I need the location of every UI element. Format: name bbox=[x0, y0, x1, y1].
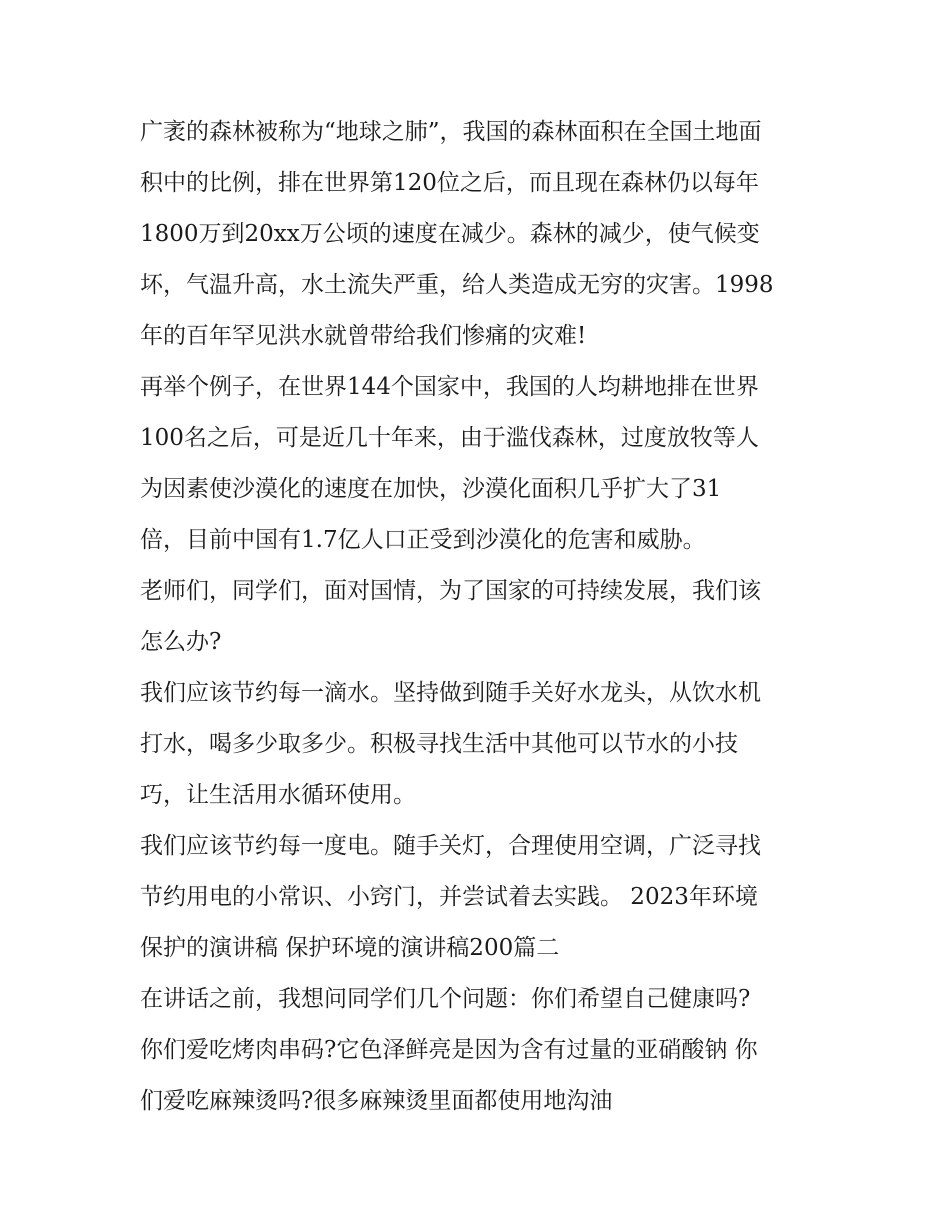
text-line: 倍，目前中国有1.7亿人口正受到沙漠化的危害和威胁。 bbox=[140, 527, 706, 553]
text-line: 老师们，同学们，面对国情，为了国家的可持续发展，我们该 bbox=[140, 578, 761, 604]
text-line: 你们爱吃烤肉串码?它色泽鲜亮是因为含有过量的亚硝酸钠 你 bbox=[140, 1037, 758, 1063]
text-line: 巧，让生活用水循环使用。 bbox=[140, 782, 416, 808]
document-body bbox=[140, 107, 820, 1127]
text-line: 保护的演讲稿 保护环境的演讲稿200篇二 bbox=[140, 935, 560, 961]
text-line: 为因素使沙漠化的速度在加快，沙漠化面积几乎扩大了31 bbox=[140, 476, 722, 502]
text-line: 积中的比例，排在世界第120位之后，而且现在森林仍以每年 bbox=[140, 170, 759, 196]
text-line: 广袤的森林被称为“地球之肺”，我国的森林面积在全国土地面 bbox=[140, 119, 762, 145]
text-line: 怎么办? bbox=[140, 629, 222, 655]
text-line: 坏，气温升高，水土流失严重，给人类造成无穷的灾害。1998 bbox=[140, 272, 774, 298]
text-line: 我们应该节约每一滴水。坚持做到随手关好水龙头，从饮水机 bbox=[140, 680, 761, 706]
text-line: 100名之后，可是近几十年来，由于滥伐森林，过度放牧等人 bbox=[140, 425, 759, 451]
text-line: 节约用电的小常识、小窍门，并尝试着去实践。 2023年环境 bbox=[140, 884, 758, 910]
text-line: 们爱吃麻辣烫吗?很多麻辣烫里面都使用地沟油 bbox=[140, 1088, 613, 1114]
text-line: 1800万到20xx万公顷的速度在减少。森林的减少，使气候变 bbox=[140, 221, 760, 247]
text-line: 打水，喝多少取多少。积极寻找生活中其他可以节水的小技 bbox=[140, 731, 738, 757]
text-line: 在讲话之前，我想问同学们几个问题：你们希望自己健康吗? bbox=[140, 986, 751, 1012]
text-line: 再举个例子，在世界144个国家中，我国的人均耕地排在世界 bbox=[140, 374, 759, 400]
text-line: 年的百年罕见洪水就曾带给我们惨痛的灾难! bbox=[140, 323, 587, 349]
text-line: 我们应该节约每一度电。随手关灯，合理使用空调，广泛寻找 bbox=[140, 833, 761, 859]
